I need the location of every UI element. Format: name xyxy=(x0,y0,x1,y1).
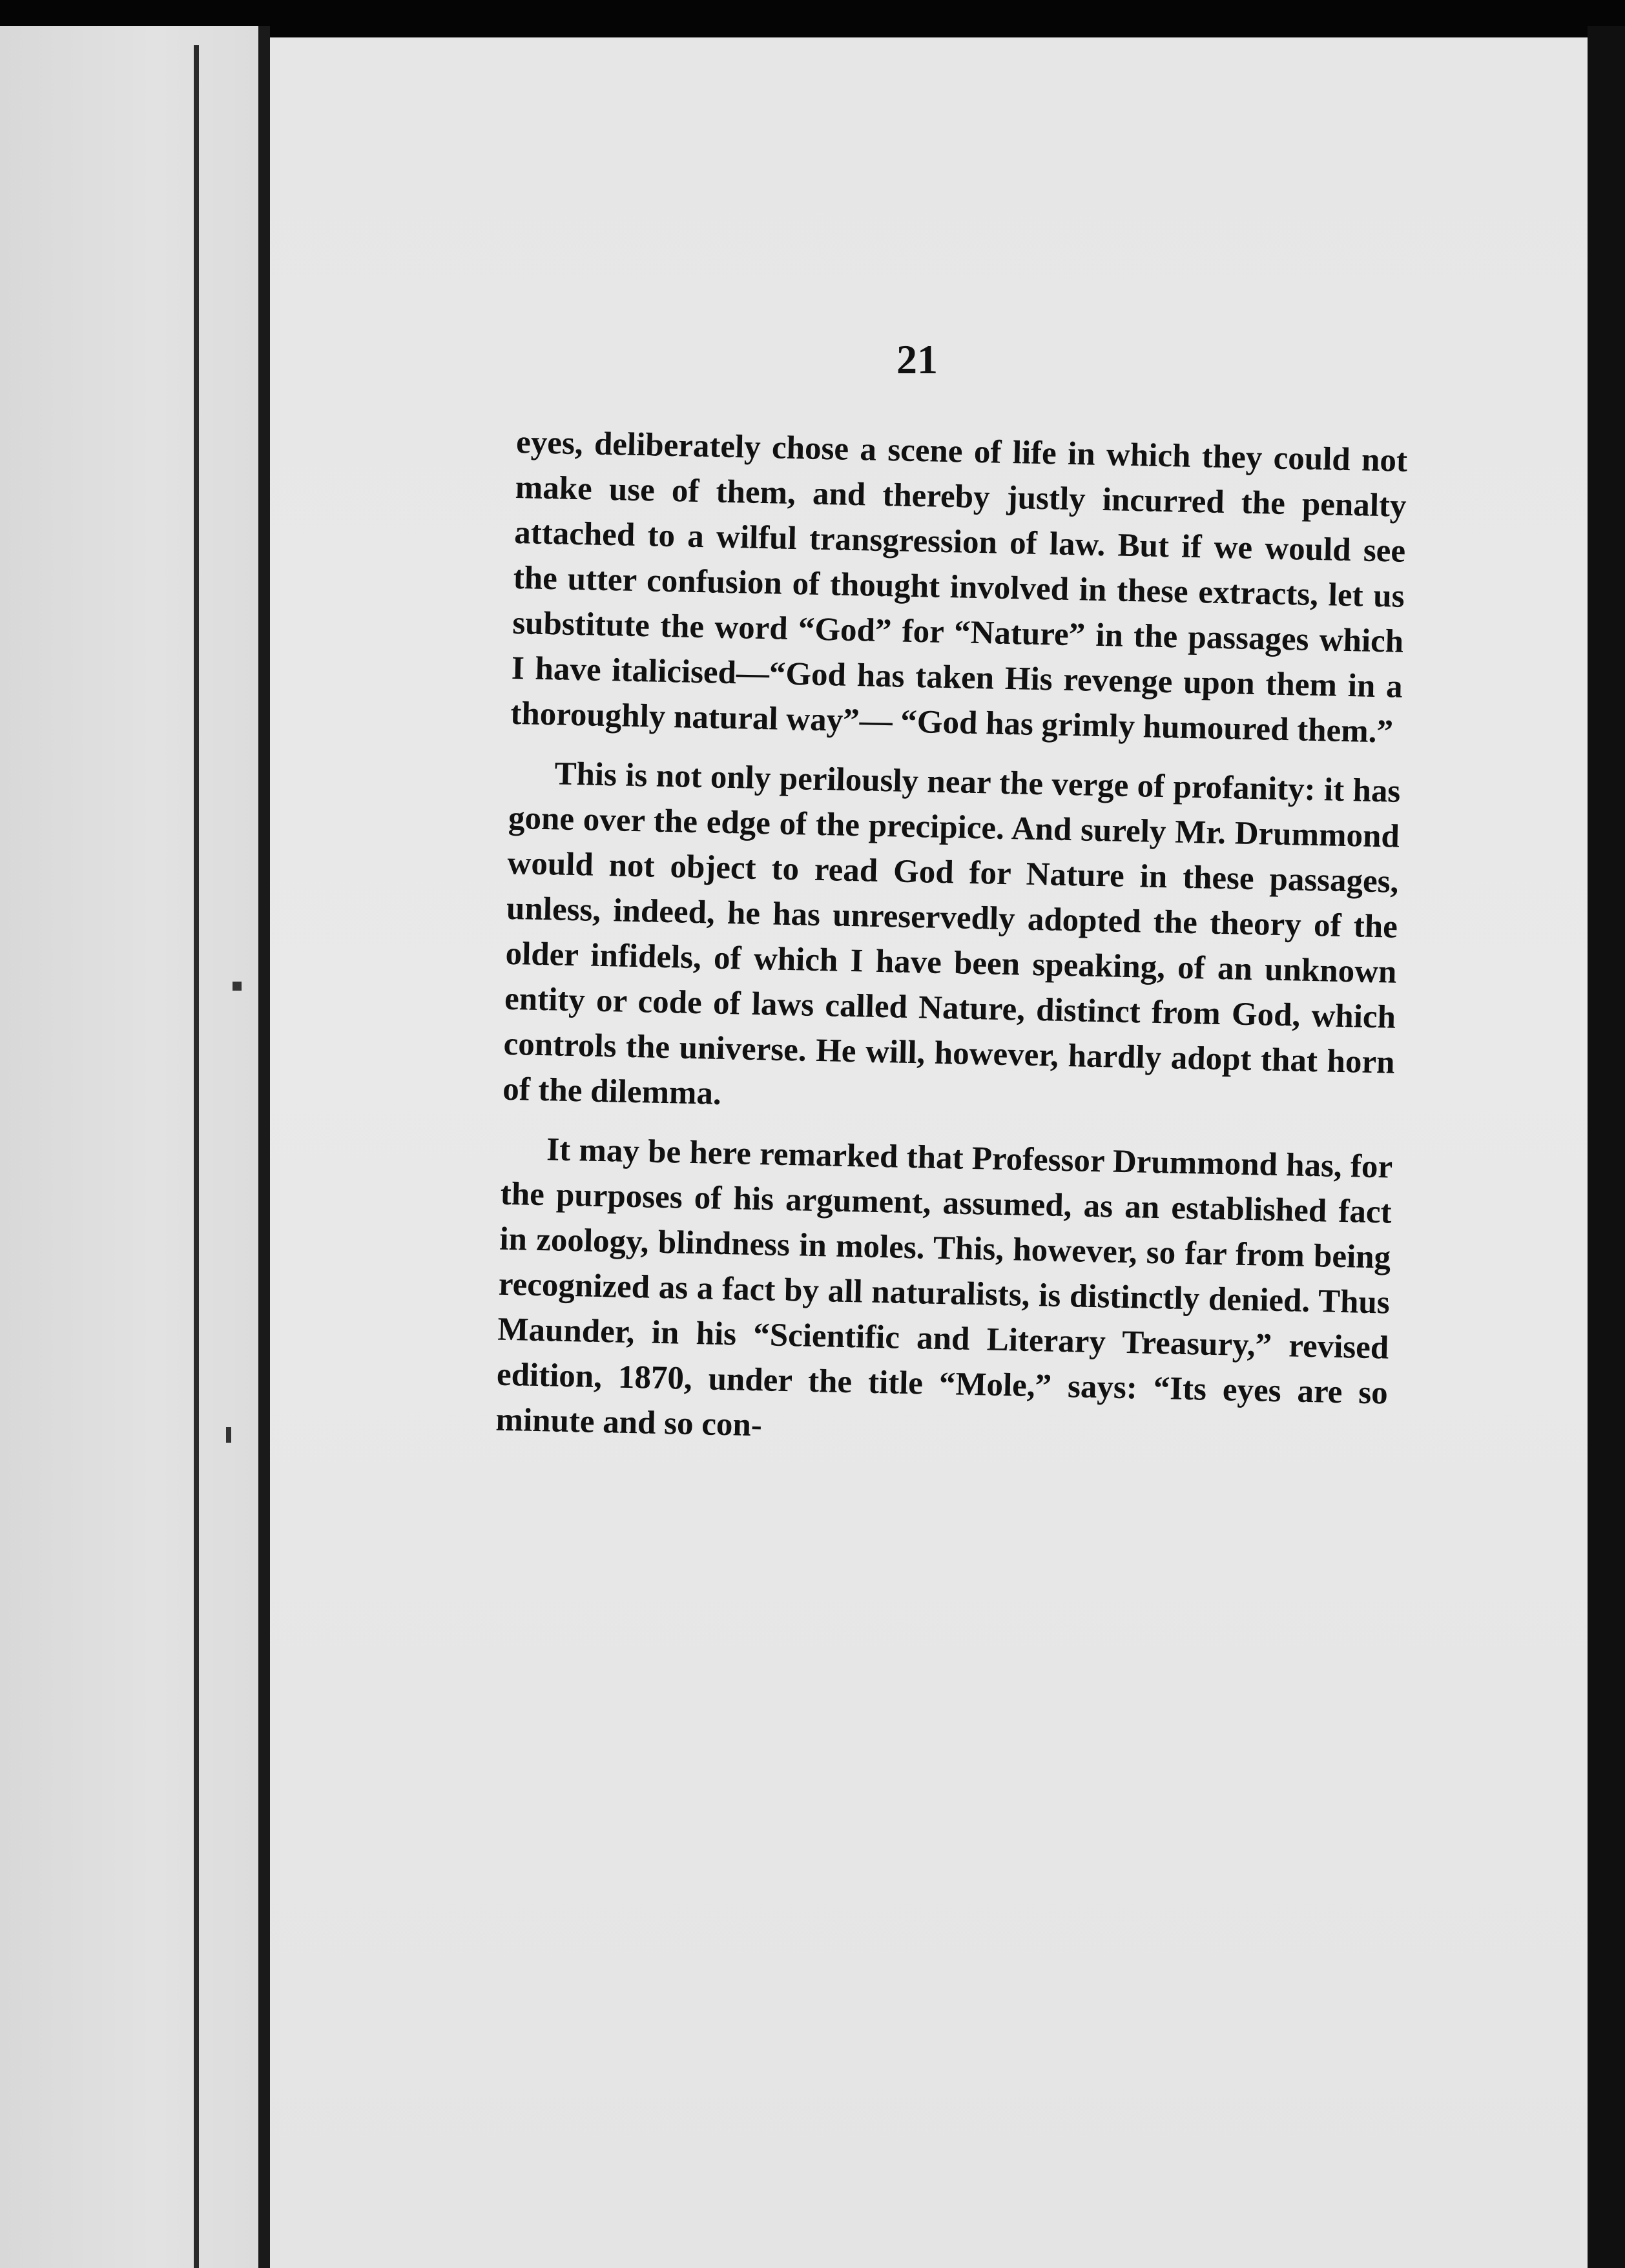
left-facing-page xyxy=(0,26,258,2268)
paragraph-1: eyes, deliberately chose a scene of life in which they could not make use of them, and thereby justly incurred the penalty attached to a wilful transgression of law. But if we would see the utter confusion of thought involved in these extracts, let us substitute the word “God” for “Nature” in the passages which I have italicised—“God has taken His revenge upon them in a thoroughly natural way”— “God has grimly humoured them.” xyxy=(510,424,1408,750)
left-page-edge xyxy=(194,45,199,2268)
margin-mark xyxy=(233,982,242,991)
paragraph-3: It may be here remarked that Professor Drummond has, for the purposes of his argument, assumed, as an established fact in zoology, blindness in moles. This, however, so far from being recognized as a fact by all naturalists, is distinctly denied. Thus Maunder, in his “Scientific and Literary Treasury,” revised edition, 1870, under the title “Mole,” says: “Its eyes are so minute and so con- xyxy=(495,1131,1393,1444)
right-scan-edge xyxy=(1588,26,1625,2268)
paragraph-2: This is not only perilously near the verge of profanity: it has gone over the edge of the precipice. And surely Mr. Drummond would not object to read God for Nature in these passages, unless, indeed, he has unreservedly adopted the theory of the older infidels, of which I have been speaking, of an unknown entity or code of laws called Nature, distinct from God, which controls the universe. He will, however, hardly adopt that horn of the dilemma. xyxy=(502,756,1401,1112)
page-number: 21 xyxy=(896,336,938,382)
book-gutter xyxy=(258,26,270,2268)
margin-mark xyxy=(226,1427,231,1443)
page-body xyxy=(495,420,1407,1476)
